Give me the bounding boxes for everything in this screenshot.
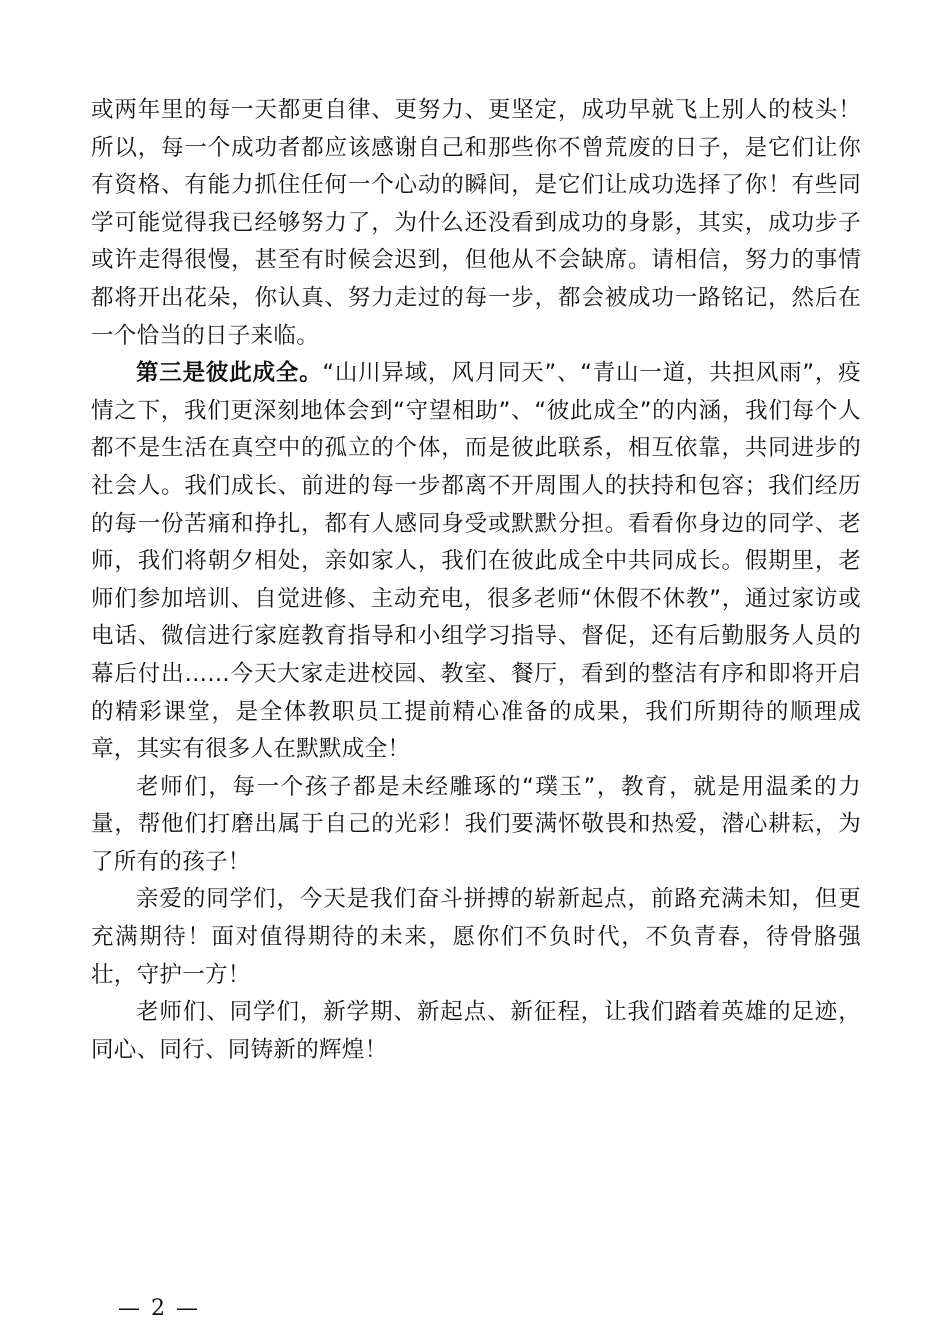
paragraph-1-text: 或两年里的每一天都更自律、更努力、更坚定，成功早就飞上别人的枝头！所以，每一个成功者都应该感谢自己和那些你不曾荒废的日子，是它们让你有资格、有能力抓住任何一个心动的瞬间，是它们让成功选择了你！有些同学可能觉得我已经够努力了，为什么还没看到成功的身影，其实，成功步子或许走得很慢，甚至有时候会迟到，但他从不会缺席。请相信，努力的事情都将开出花朵，你认真、努力走过的每一步，都会被成功一路铭记，然后在一个恰当的日子来临。	[91, 97, 861, 349]
document-body	[91, 92, 861, 1069]
paragraph-2-lead: 第三是彼此成全。	[136, 360, 323, 387]
paragraph-3	[91, 769, 861, 882]
paragraph-4-text: 亲爱的同学们，今天是我们奋斗拼搏的崭新起点，前路充满未知，但更充满期待！面对值得期待的未来，愿你们不负时代，不负青春，待骨胳强壮，守护一方！	[91, 886, 861, 988]
paragraph-2	[91, 355, 861, 769]
paragraph-5-text: 老师们、同学们，新学期、新起点、新征程，让我们踏着英雄的足迹，同心、同行、同铸新的辉煌！	[91, 999, 861, 1063]
page-number: — 2 —	[118, 1296, 200, 1321]
paragraph-4	[91, 881, 861, 994]
paragraph-3-text: 老师们，每一个孩子都是未经雕琢的“璞玉”，教育，就是用温柔的力量，帮他们打磨出属于自己的光彩！我们要满怀敬畏和热爱，潜心耕耘，为了所有的孩子！	[91, 773, 861, 875]
paragraph-1	[91, 92, 861, 355]
paragraph-5	[91, 994, 861, 1069]
paragraph-2-text: “山川异域，风月同天”、“青山一道，共担风雨”，疫情之下，我们更深刻地体会到“守望相助”、“彼此成全”的内涵，我们每个人都不是生活在真空中的孤立的个体，而是彼此联系，相互依靠，共同进步的社会人。我们成长、前进的每一步都离不开周围人的扶持和包容；我们经历的每一份苦痛和挣扎，都有人感同身受或默默分担。看看你身边的同学、老师，我们将朝夕相处，亲如家人，我们在彼此成全中共同成长。假期里，老师们参加培训、自觉进修、主动充电，很多老师“休假不休教”，通过家访或电话、微信进行家庭教育指导和小组学习指导、督促，还有后勤服务人员的幕后付出……今天大家走进校园、教室、餐厅，看到的整洁有序和即将开启的精彩课堂，是全体教职员工提前精心准备的成果，我们所期待的顺理成章，其实有很多人在默默成全！	[91, 360, 861, 763]
